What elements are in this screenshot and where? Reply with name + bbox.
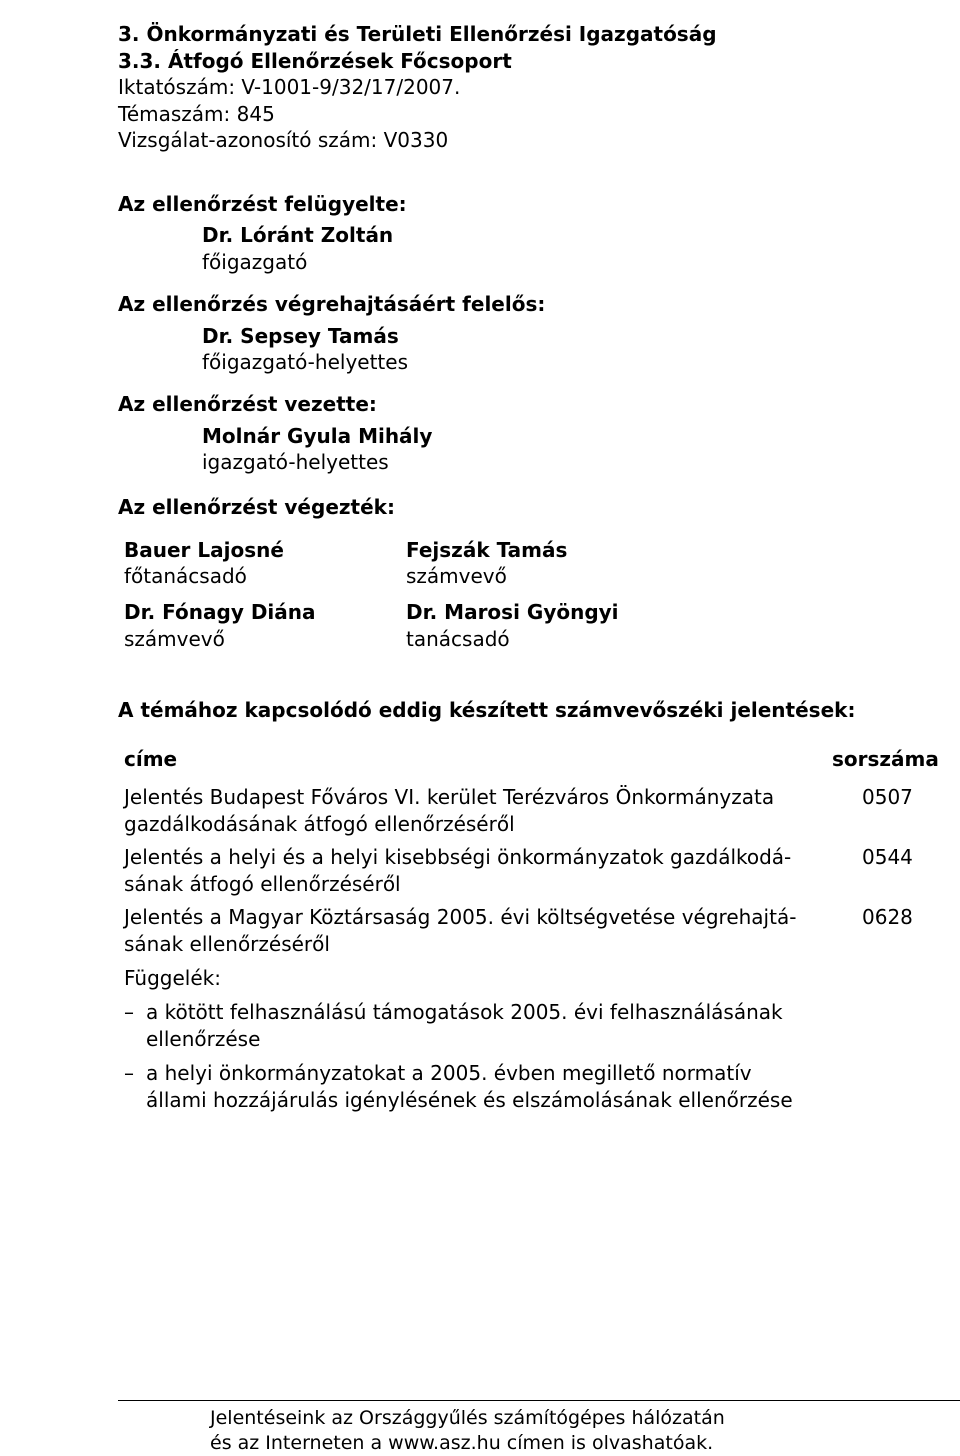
appendix-item-line: állami hozzájárulás igénylésének és elszámolásának ellenőrzése [146,1088,793,1112]
appendix-item-line: ellenőrzése [146,1027,261,1051]
report-title-line: sának ellenőrzéséről [124,932,330,956]
report-number: 0507 [862,785,913,809]
report-title-line: sának átfogó ellenőrzéséről [124,872,401,896]
leader-name: Molnár Gyula Mihály [202,424,433,448]
auditor-name: Dr. Fónagy Diána [124,600,316,624]
group-heading: 3.3. Átfogó Ellenőrzések Főcsoport [118,49,512,73]
supervised-label: Az ellenőrzést felügyelte: [118,192,407,216]
report-title-line: gazdálkodásának átfogó ellenőrzéséről [124,812,515,836]
auditor-title: főtanácsadó [124,564,247,588]
auditor-title: tanácsadó [406,627,510,651]
performed-label: Az ellenőrzést végezték: [118,495,395,519]
auditor-name: Dr. Marosi Gyöngyi [406,600,619,624]
responsible-name: Dr. Sepsey Tamás [202,324,399,348]
appendix-item-line: a helyi önkormányzatokat a 2005. évben megillető normatív [146,1061,752,1085]
report-title [124,904,804,958]
responsible-title: főigazgató-helyettes [202,350,408,374]
inspection-id: Vizsgálat-azonosító szám: V0330 [118,128,449,152]
report-title [124,784,804,838]
report-number: 0544 [862,845,913,869]
report-title [124,844,804,898]
footer-rule [118,1400,960,1401]
footer-line: Jelentéseink az Országgyűlés számítógépes hálózatán [210,1407,725,1429]
led-label: Az ellenőrzést vezette: [118,392,377,416]
leader-title: igazgató-helyettes [202,450,389,474]
appendix-label: Függelék: [124,966,221,990]
auditor-name: Fejszák Tamás [406,538,568,562]
appendix-item-line: a kötött felhasználású támogatások 2005. évi felhasználásának [146,1000,783,1024]
auditor-title: számvevő [124,627,225,651]
report-title-line: Jelentés a helyi és a helyi kisebbségi önkormányzatok gazdálkodá- [124,845,792,869]
report-title-line: Jelentés a Magyar Köztársaság 2005. évi költségvetése végrehajtá- [124,905,797,929]
reference-number: Iktatószám: V-1001-9/32/17/2007. [118,75,461,99]
supervisor-name: Dr. Lóránt Zoltán [202,223,394,247]
auditor-title: számvevő [406,564,507,588]
dash-bullet: – [124,1061,134,1085]
report-number: 0628 [862,905,913,929]
supervisor-title: főigazgató [202,250,308,274]
reports-col-number: sorszáma [832,747,939,771]
reports-col-title: címe [124,747,178,771]
topic-number: Témaszám: 845 [118,102,275,126]
footer-line: és az Interneten a www.asz.hu címen is olvashatóak. [210,1432,714,1454]
appendix-item [124,999,824,1053]
dash-bullet: – [124,1000,134,1024]
reports-heading: A témához kapcsolódó eddig készített számvevőszéki jelentések: [118,698,856,722]
auditor-name: Bauer Lajosné [124,538,284,562]
responsible-label: Az ellenőrzés végrehajtásáért felelős: [118,292,546,316]
directorate-heading: 3. Önkormányzati és Területi Ellenőrzési Igazgatóság [118,22,717,46]
report-title-line: Jelentés Budapest Főváros VI. kerület Terézváros Önkormányzata [124,785,775,809]
appendix-item [124,1060,824,1114]
